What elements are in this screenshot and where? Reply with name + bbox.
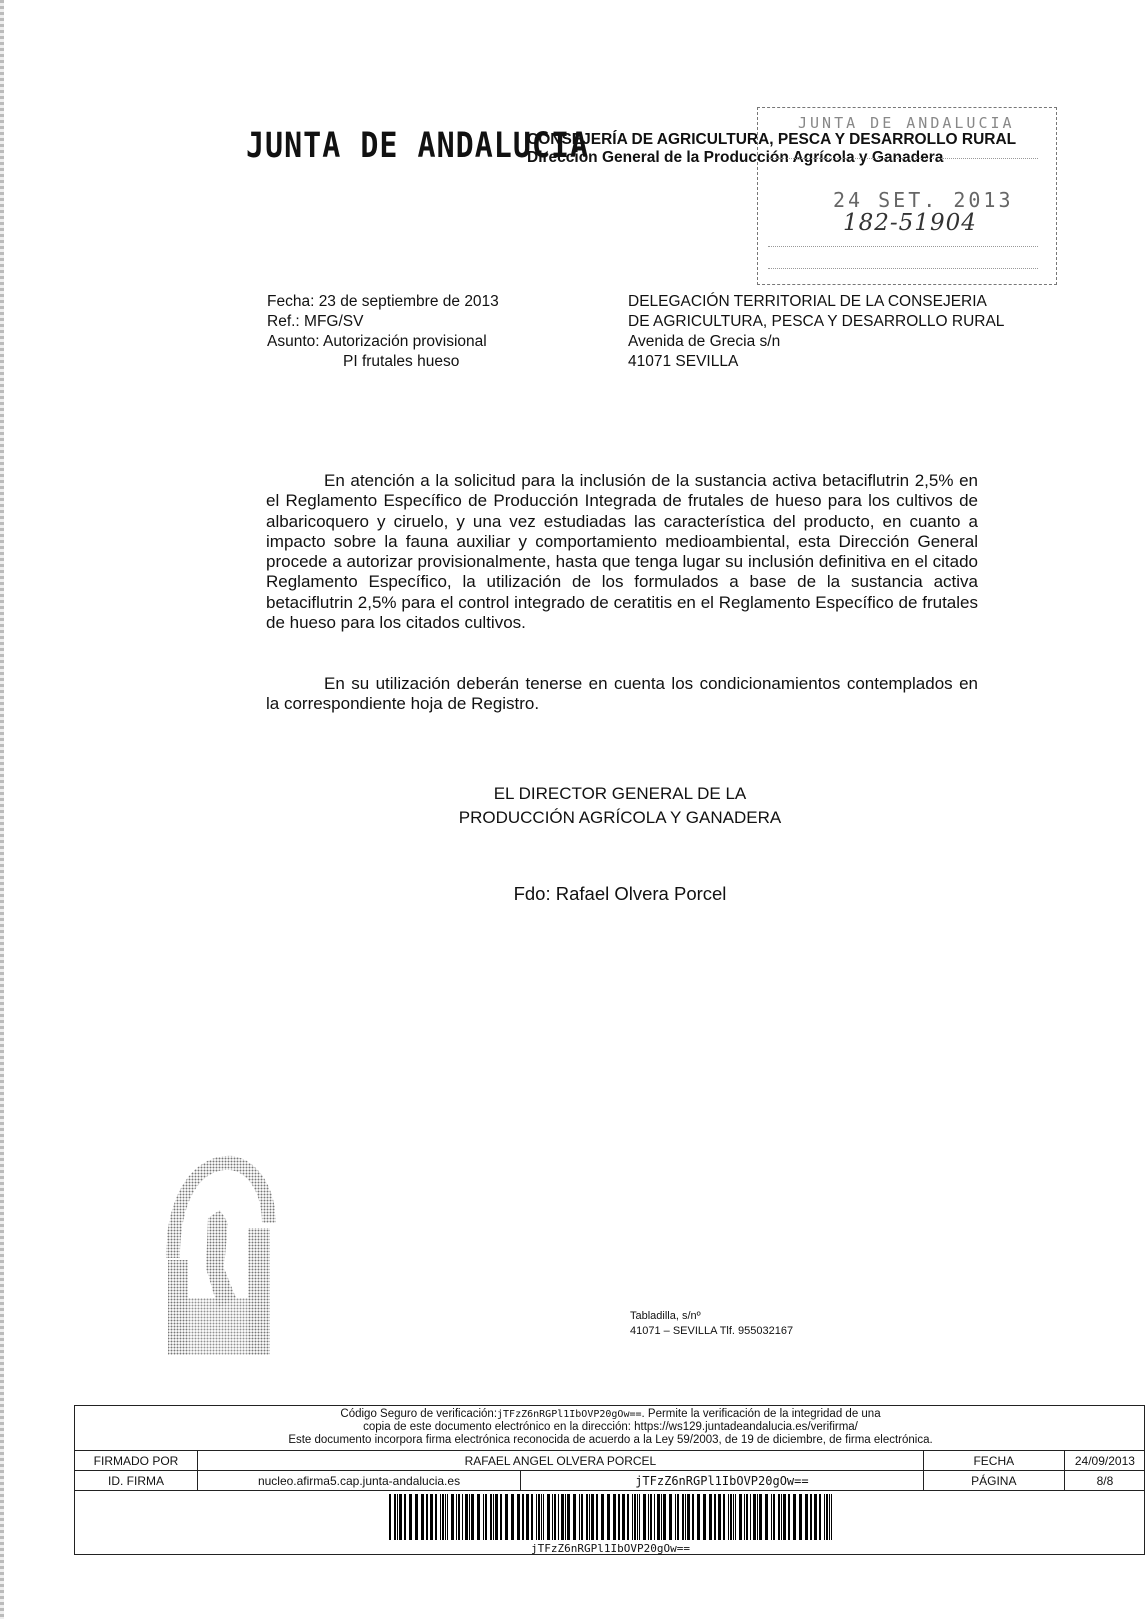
barcode-bar [773, 1494, 775, 1540]
barcode-bar [601, 1494, 604, 1540]
barcode-bar [490, 1494, 492, 1540]
barcode-bar [565, 1494, 566, 1540]
barcode-bar [505, 1494, 508, 1540]
barcode-bar [744, 1494, 745, 1540]
consejeria-name: CONSEJERÍA DE AGRICULTURA, PESCA Y DESARROLLO RURAL [527, 131, 1017, 148]
barcode-bar [831, 1494, 832, 1540]
barcode-bar [541, 1494, 542, 1540]
barcode-bar [426, 1494, 428, 1540]
barcode-bar [561, 1494, 564, 1540]
barcode-bar [522, 1494, 524, 1540]
barcode-bar [447, 1494, 448, 1540]
signer-title-line: EL DIRECTOR GENERAL DE LA [493, 784, 747, 803]
barcode-bar [685, 1494, 686, 1540]
barcode-bar [483, 1494, 484, 1540]
barcode-bar [735, 1494, 736, 1540]
fecha-label: FECHA [923, 1451, 1064, 1471]
barcode-bar [415, 1494, 418, 1540]
csv-url-line: copia de este documento electrónico en la dirección: https://ws129.juntadeandalucia.es/verifirma/ [363, 1421, 858, 1433]
barcode-bar [543, 1494, 544, 1540]
barcode-bar [591, 1494, 594, 1540]
id-firma-code: jTFzZ6nRGPl1IbOVP20gOw== [521, 1471, 924, 1491]
barcode-bar [511, 1494, 514, 1540]
signer-title [400, 782, 840, 830]
address-street: Tabladilla, s/nº [630, 1310, 701, 1322]
barcode-bar [435, 1494, 437, 1540]
barcode-bar [526, 1494, 529, 1540]
barcode-bar [771, 1494, 772, 1540]
barcode-bar [709, 1494, 712, 1540]
barcode-bar [404, 1494, 406, 1540]
barcode-bar [389, 1494, 391, 1540]
barcode-bar [661, 1494, 662, 1540]
barcode-bar [824, 1494, 825, 1540]
barcode-bar [657, 1494, 660, 1540]
letter-meta [267, 292, 499, 372]
stamp-divider [768, 158, 1038, 159]
barcode-bar [589, 1494, 590, 1540]
barcode-bar [753, 1494, 756, 1540]
direccion-general-name: Dirección General de la Producción Agrícola y Ganadera [527, 149, 944, 166]
barcode-bar [421, 1494, 424, 1540]
andalucia-emblem-icon [158, 1148, 280, 1358]
barcode-bar [739, 1494, 742, 1540]
barcode-bar [399, 1494, 402, 1540]
barcode-bar [783, 1494, 786, 1540]
barcode-bar [718, 1494, 721, 1540]
barcode-bar [781, 1494, 782, 1540]
barcode-bar [462, 1494, 463, 1540]
csv-notice [75, 1408, 1145, 1447]
barcode-bar [805, 1494, 808, 1540]
csv-line [75, 1408, 1145, 1421]
barcode-bar [445, 1494, 446, 1540]
csv-law-line: Este documento incorpora firma electrónica reconocida de acuerdo a la Ley 59/2003, de 19 de diciembre, de firma electrónica. [288, 1434, 933, 1446]
barcode-bar [573, 1494, 576, 1540]
barcode-bar [531, 1494, 533, 1540]
registry-stamp [757, 107, 1057, 285]
barcode-bar [714, 1494, 716, 1540]
barcode-bar [558, 1494, 559, 1540]
barcode-bar [639, 1494, 640, 1540]
barcode-bar [632, 1494, 633, 1540]
barcode-bar [765, 1494, 768, 1540]
stamp-divider [768, 268, 1038, 269]
recipient-line: DELEGACIÓN TERRITORIAL DE LA CONSEJERIA [628, 293, 987, 310]
barcode-bar [692, 1494, 694, 1540]
barcode-bar [730, 1494, 732, 1540]
barcode-bar [618, 1494, 620, 1540]
barcode-bar [728, 1494, 729, 1540]
barcode-bar [826, 1494, 828, 1540]
recipient-line: 41071 SEVILLA [628, 353, 739, 370]
pagina-label: PÁGINA [923, 1471, 1064, 1491]
barcode-bar [469, 1494, 470, 1540]
barcode-bar [477, 1494, 480, 1540]
stamp-org: JUNTA DE ANDALUCIA [798, 114, 1015, 132]
meta-fecha: Fecha: 23 de septiembre de 2013 [267, 293, 499, 310]
barcode-bar [650, 1494, 652, 1540]
barcode-bar [394, 1494, 396, 1540]
barcode-bar [397, 1494, 398, 1540]
signature-table [74, 1450, 1145, 1491]
barcode-bar [456, 1494, 457, 1540]
barcode-bar [810, 1494, 812, 1540]
barcode-bar [793, 1494, 796, 1540]
pagina-value: 8/8 [1064, 1471, 1145, 1491]
barcode-bar [697, 1494, 700, 1540]
barcode-bar [677, 1494, 679, 1540]
barcode-bar [442, 1494, 444, 1540]
barcode-bar [471, 1494, 474, 1540]
barcode-bar [759, 1494, 762, 1540]
recipient-line: Avenida de Grecia s/n [628, 333, 781, 350]
barcode-bar [517, 1494, 520, 1540]
barcode-bar [465, 1494, 468, 1540]
meta-ref: Ref.: MFG/SV [267, 313, 364, 330]
meta-asunto-cont: PI frutales hueso [343, 353, 460, 370]
barcode-bar [607, 1494, 610, 1540]
barcode-bar [788, 1494, 790, 1540]
barcode-bar [723, 1494, 725, 1540]
recipient-address [628, 292, 1004, 372]
barcode-bar [687, 1494, 690, 1540]
recipient-line: DE AGRICULTURA, PESCA Y DESARROLLO RURAL [628, 313, 1005, 330]
barcode-bar [536, 1494, 537, 1540]
barcode-bar [493, 1494, 494, 1540]
barcode-bar [440, 1494, 441, 1540]
barcode-bar [814, 1494, 817, 1540]
barcode-bar [643, 1494, 646, 1540]
barcode-bar [634, 1494, 636, 1540]
barcode-bar [733, 1494, 734, 1540]
stamp-registry-number: 182-51904 [843, 210, 977, 236]
barcode-bar [547, 1494, 550, 1540]
stamp-date: 24 SET. 2013 [833, 188, 1014, 212]
scan-edge [0, 0, 4, 1619]
barcode-bar [613, 1494, 616, 1540]
id-firma-label: ID. FIRMA [75, 1471, 198, 1491]
table-row [75, 1471, 1145, 1491]
barcode-bar [586, 1494, 588, 1540]
body-paragraph-2 [266, 674, 978, 715]
barcode-bar [430, 1494, 433, 1540]
barcode-bar [750, 1494, 751, 1540]
barcode-bar [458, 1494, 460, 1540]
id-firma-value: nucleo.afirma5.cap.junta-andalucia.es [198, 1471, 521, 1491]
barcode-bar [654, 1494, 655, 1540]
csv-label: Código Seguro de verificación: [340, 1408, 498, 1420]
barcode-bar [554, 1494, 556, 1540]
barcode-bar [552, 1494, 553, 1540]
barcode-bar [648, 1494, 649, 1540]
barcode-bar [627, 1494, 629, 1540]
barcode-bar [675, 1494, 676, 1540]
barcode-bar [703, 1494, 706, 1540]
barcode-bar [500, 1494, 502, 1540]
barcode-bar [778, 1494, 780, 1540]
verification-barcode [389, 1494, 837, 1540]
barcode-bar [495, 1494, 498, 1540]
barcode-bar [581, 1494, 583, 1540]
firmado-por-value: RAFAEL ANGEL OLVERA PORCEL [198, 1451, 924, 1471]
barcode-bar [746, 1494, 748, 1540]
barcode-bar [829, 1494, 830, 1540]
signature-verification-box [74, 1405, 1145, 1555]
junta-logo-text: JUNTA DE ANDALUCIA [246, 126, 590, 167]
office-address [630, 1309, 793, 1339]
table-row [75, 1451, 1145, 1471]
meta-asunto: Asunto: Autorización provisional [267, 333, 487, 350]
body-paragraph-1 [266, 471, 978, 633]
barcode-bar [579, 1494, 580, 1540]
fecha-value: 24/09/2013 [1064, 1451, 1145, 1471]
barcode-bar [819, 1494, 821, 1540]
barcode-bar [663, 1494, 666, 1540]
signer-title-line: PRODUCCIÓN AGRÍCOLA Y GANADERA [458, 808, 782, 827]
barcode-bar [682, 1494, 684, 1540]
stamp-divider [768, 246, 1038, 247]
barcode-bar [409, 1494, 412, 1540]
barcode-bar [757, 1494, 758, 1540]
paragraph-text: En atención a la solicitud para la inclusión de la sustancia activa betaciflutrin 2,5% en el Reglamento Específico de Producción Integrada de frutales de hueso para los cultivos de albaricoquero y ciruelo, y una vez estudiadas las característica del producto, en cuanto a impacto sobre la fauna auxiliar y comportamiento medioambiental, esta Dirección General procede a autorizar provisionalmente, hasta que tenga lugar su inclusión definitiva en el citado Reglamento Específico, la utilización de los formulados a base de la sustancia activa betaciflutrin 2,5% para el control integrado de ceratitis en el Reglamento Específico de frutales de hueso para los citados cultivos. [266, 471, 978, 633]
barcode-bar [596, 1494, 598, 1540]
barcode-bar [799, 1494, 802, 1540]
paragraph-text: En su utilización deberán tenerse en cuenta los condicionamientos contemplados en la correspondiente hoja de Registro. [266, 674, 978, 714]
barcode-bar [451, 1494, 454, 1540]
barcode-bar [567, 1494, 570, 1540]
barcode-bar [669, 1494, 672, 1540]
signer-name: Fdo: Rafael Olvera Porcel [513, 883, 727, 904]
barcode-bar [485, 1494, 487, 1540]
barcode-bar [622, 1494, 625, 1540]
barcode-bar [538, 1494, 540, 1540]
firmado-por-label: FIRMADO POR [75, 1451, 198, 1471]
barcode-text: jTFzZ6nRGPl1IbOVP20gOw== [531, 1542, 690, 1555]
barcode-bar [637, 1494, 638, 1540]
csv-code: jTFzZ6nRGPl1IbOVP20gOw== [497, 1409, 642, 1420]
csv-suffix: . Permite la verificación de la integridad de una [641, 1408, 881, 1420]
address-city-phone: 41071 – SEVILLA Tlf. 955032167 [630, 1325, 794, 1337]
